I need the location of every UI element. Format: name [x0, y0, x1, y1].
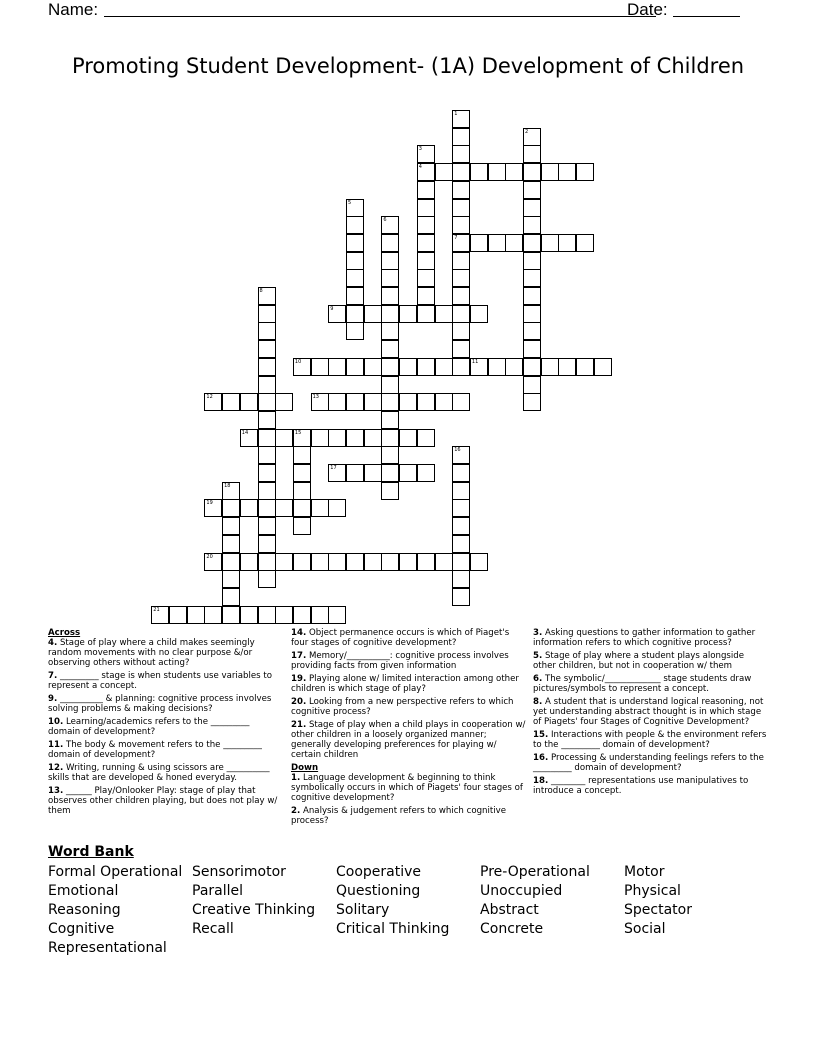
clue-2: [291, 806, 527, 826]
crossword-cell[interactable]: [452, 181, 470, 199]
crossword-cell[interactable]: [417, 199, 435, 217]
clue-number: 17.: [291, 651, 307, 661]
crossword-cell[interactable]: [576, 234, 594, 252]
clue-number: 2.: [291, 806, 301, 816]
crossword-cell[interactable]: [381, 269, 399, 287]
crossword-cell[interactable]: [293, 553, 311, 571]
clue-21: [291, 720, 527, 760]
crossword-cell[interactable]: [435, 305, 453, 323]
clue-number-marker: 20: [206, 553, 213, 560]
word-bank-word: Questioning: [336, 883, 421, 899]
crossword-cell[interactable]: [240, 393, 258, 411]
crossword-cell[interactable]: [399, 393, 417, 411]
word-bank-title: Word Bank: [48, 844, 134, 860]
clue-number: 7.: [48, 671, 58, 681]
crossword-cell[interactable]: [258, 340, 276, 358]
crossword-cell[interactable]: [541, 163, 559, 181]
word-bank-word: Reasoning: [48, 902, 121, 918]
crossword-cell[interactable]: [594, 358, 612, 376]
crossword-cell[interactable]: [346, 234, 364, 252]
crossword-cell[interactable]: [328, 499, 346, 517]
clue-text: Processing & understanding feelings refers to the _________ domain of development?: [533, 753, 764, 773]
crossword-cell[interactable]: [417, 429, 435, 447]
crossword-cell[interactable]: [381, 340, 399, 358]
crossword-cell[interactable]: [523, 181, 541, 199]
crossword-cell[interactable]: [417, 393, 435, 411]
clue-text: The symbolic/_____________ stage students draw pictures/symbols to represent a concept.: [533, 674, 752, 694]
crossword-cell[interactable]: [381, 482, 399, 500]
clue-number: 15.: [533, 730, 549, 740]
crossword-cell[interactable]: [452, 287, 470, 305]
clue-text: Asking questions to gather information to gather information refers to which cognitive process?: [533, 628, 756, 648]
crossword-cell[interactable]: [364, 464, 382, 482]
crossword-cell[interactable]: [505, 234, 523, 252]
crossword-cell[interactable]: [258, 358, 276, 376]
crossword-cell[interactable]: [258, 429, 276, 447]
clue-number-marker: 9: [330, 305, 334, 312]
crossword-cell[interactable]: [417, 252, 435, 270]
word-bank-word: Cooperative: [336, 864, 422, 880]
crossword-cell[interactable]: [364, 358, 382, 376]
clue-5: [533, 651, 769, 671]
crossword-cell[interactable]: [328, 553, 346, 571]
crossword-cell[interactable]: [558, 163, 576, 181]
crossword-cell[interactable]: [293, 499, 311, 517]
crossword-cell[interactable]: [399, 305, 417, 323]
clue-10: [48, 717, 284, 737]
crossword-cell[interactable]: [452, 393, 470, 411]
crossword-cell[interactable]: [452, 128, 470, 146]
across-clues-list: [48, 638, 284, 816]
crossword-cell[interactable]: [258, 446, 276, 464]
clues-column-2: [291, 628, 527, 829]
crossword-cell[interactable]: [381, 393, 399, 411]
crossword-cell[interactable]: [328, 429, 346, 447]
clue-7: [48, 671, 284, 691]
crossword-cell[interactable]: [470, 305, 488, 323]
crossword-cell[interactable]: [275, 499, 293, 517]
crossword-cell[interactable]: [417, 234, 435, 252]
clue-number: 20.: [291, 697, 307, 707]
word-bank-word: Emotional: [48, 883, 119, 899]
clue-text: ________ representations use manipulatives to introduce a concept.: [533, 776, 749, 796]
crossword-cell[interactable]: [258, 570, 276, 588]
crossword-cell[interactable]: [399, 553, 417, 571]
crossword-cell[interactable]: [417, 553, 435, 571]
crossword-cell[interactable]: [381, 305, 399, 323]
clue-text: Writing, running & using scissors are __________ skills that are developed & honed everyday.: [48, 763, 270, 783]
clue-number: 16.: [533, 753, 549, 763]
clue-number-marker: 15: [294, 429, 302, 436]
crossword-cell[interactable]: [258, 464, 276, 482]
crossword-cell[interactable]: [470, 553, 488, 571]
crossword-cell[interactable]: [381, 411, 399, 429]
crossword-cell[interactable]: [523, 216, 541, 234]
crossword-cell[interactable]: [293, 517, 311, 535]
clue-text: Looking from a new perspective refers to which cognitive process?: [291, 697, 514, 717]
clue-number-marker: 1: [454, 111, 458, 117]
clue-number: 1.: [291, 773, 301, 783]
crossword-cell[interactable]: [399, 464, 417, 482]
crossword-cell[interactable]: [240, 499, 258, 517]
crossword-cell[interactable]: [523, 393, 541, 411]
crossword-cell[interactable]: [258, 499, 276, 517]
crossword-cell[interactable]: [381, 446, 399, 464]
crossword-cell[interactable]: [169, 606, 187, 624]
crossword-cell[interactable]: [399, 358, 417, 376]
crossword-cell[interactable]: [346, 287, 364, 305]
clue-text: Learning/academics refers to the _________ domain of development?: [48, 717, 250, 737]
clue-number: 12.: [48, 763, 64, 773]
clue-number: 8.: [533, 697, 543, 707]
crossword-cell[interactable]: [417, 305, 435, 323]
crossword-cell[interactable]: [275, 606, 293, 624]
word-bank-grid: [48, 863, 768, 958]
crossword-cell[interactable]: [381, 553, 399, 571]
crossword-cell[interactable]: [346, 216, 364, 234]
crossword-cell[interactable]: [452, 340, 470, 358]
clue-text: Language development & beginning to think symbolically occurs in which of Piagets' four stages of cognitive development?: [291, 773, 523, 803]
crossword-cell[interactable]: [364, 305, 382, 323]
word-bank-word: Spectator: [624, 902, 692, 918]
crossword-cell[interactable]: [541, 358, 559, 376]
crossword-cell[interactable]: [311, 499, 329, 517]
crossword-cell[interactable]: [204, 606, 222, 624]
crossword-cell[interactable]: [364, 393, 382, 411]
clue-number-marker: 12: [206, 394, 213, 401]
clue-number-marker: 6: [383, 217, 387, 224]
clue-15: [533, 730, 769, 750]
crossword-cell[interactable]: [222, 499, 240, 517]
crossword-cell[interactable]: [381, 287, 399, 305]
crossword-cell[interactable]: [558, 358, 576, 376]
word-bank-word: Concrete: [480, 921, 544, 937]
crossword-cell[interactable]: [293, 606, 311, 624]
crossword-cell[interactable]: [470, 163, 488, 181]
crossword-cell[interactable]: [258, 411, 276, 429]
crossword-cell[interactable]: [417, 287, 435, 305]
crossword-cell[interactable]: [452, 216, 470, 234]
word-bank-word: Creative Thinking: [192, 902, 316, 918]
clue-number-marker: 19: [206, 500, 213, 507]
clue-text: Object permanence occurs is which of Piaget's four stages of cognitive development?: [291, 628, 510, 648]
clue-14: [291, 628, 527, 648]
clue-text: Stage of play when a child plays in cooperation w/ other children in a loosely organized manner; generally developing preferences for playing w/ certain children: [291, 720, 526, 760]
crossword-cell[interactable]: [452, 199, 470, 217]
clue-number-marker: 8: [259, 288, 263, 294]
crossword-cell[interactable]: [222, 535, 240, 553]
crossword-cell[interactable]: [452, 517, 470, 535]
crossword-cell[interactable]: [222, 553, 240, 571]
crossword-cell[interactable]: [258, 606, 276, 624]
clues-column-1: [48, 628, 284, 819]
clue-number: 4.: [48, 638, 58, 648]
clue-number-marker: 18: [224, 482, 231, 489]
crossword-cell[interactable]: [452, 145, 470, 163]
crossword-cell[interactable]: [311, 606, 329, 624]
crossword-cell[interactable]: [293, 464, 311, 482]
down-clues-list-continued: [533, 628, 769, 796]
crossword-cell[interactable]: [470, 234, 488, 252]
crossword-cell[interactable]: [275, 429, 293, 447]
crossword-cell[interactable]: [452, 305, 470, 323]
word-bank-word: Formal Operational: [48, 864, 183, 880]
clue-text: Stage of play where a student plays alongside other children, but not in cooperation w/ them: [533, 651, 745, 671]
crossword-cell[interactable]: [452, 269, 470, 287]
clue-4: [48, 638, 284, 668]
crossword-cell[interactable]: [346, 429, 364, 447]
crossword-cell[interactable]: [275, 553, 293, 571]
crossword-cell[interactable]: [505, 358, 523, 376]
crossword-cell[interactable]: [417, 464, 435, 482]
crossword-cell[interactable]: [328, 393, 346, 411]
clue-number: 11.: [48, 740, 64, 750]
clue-17: [291, 651, 527, 671]
clue-number-marker: 17: [330, 465, 337, 471]
crossword-cell[interactable]: [488, 163, 506, 181]
crossword-cell[interactable]: [417, 358, 435, 376]
crossword-cell[interactable]: [541, 234, 559, 252]
clue-number-marker: 3: [418, 146, 422, 153]
crossword-cell[interactable]: [558, 234, 576, 252]
crossword-cell[interactable]: [523, 145, 541, 163]
crossword-cell[interactable]: [381, 464, 399, 482]
crossword-cell[interactable]: [328, 358, 346, 376]
crossword-cell[interactable]: [452, 535, 470, 553]
clue-number-marker: 14: [241, 429, 249, 436]
clue-6: [533, 674, 769, 694]
crossword-cell[interactable]: [293, 482, 311, 500]
crossword-cell[interactable]: [222, 606, 240, 624]
clue-number-marker: 4: [418, 164, 422, 171]
clue-number: 13.: [48, 786, 64, 796]
clue-text: Interactions with people & the environment refers to the _________ domain of development?: [533, 730, 767, 750]
word-bank: [48, 844, 768, 958]
clue-number: 5.: [533, 651, 543, 661]
crossword-cell[interactable]: [576, 163, 594, 181]
crossword-cell[interactable]: [523, 358, 541, 376]
crossword-cell[interactable]: [258, 517, 276, 535]
crossword-cell[interactable]: [222, 570, 240, 588]
word-bank-word: Motor: [624, 864, 665, 880]
word-bank-word: Pre-Operational: [480, 864, 590, 880]
clue-text: Analysis & judgement refers to which cognitive process?: [291, 806, 507, 826]
word-bank-word: Recall: [192, 921, 234, 937]
clue-number-marker: 13: [312, 394, 319, 401]
crossword-cell[interactable]: [381, 376, 399, 394]
clue-number: 19.: [291, 674, 307, 684]
crossword-cell[interactable]: [275, 393, 293, 411]
crossword-cell[interactable]: [523, 287, 541, 305]
word-bank-word: Sensorimotor: [192, 864, 286, 880]
crossword-cell[interactable]: [452, 163, 470, 181]
crossword-cell[interactable]: [258, 553, 276, 571]
clue-number-marker: 7: [454, 234, 458, 241]
clues-column-3: [533, 628, 769, 799]
clue-12: [48, 763, 284, 783]
crossword-cell[interactable]: [258, 393, 276, 411]
clue-number-marker: 21: [153, 606, 160, 613]
down-clues-list: [291, 773, 527, 826]
down-heading: Down: [291, 763, 319, 773]
crossword-cell[interactable]: [222, 393, 240, 411]
crossword-cell[interactable]: [258, 376, 276, 394]
crossword-cell[interactable]: [311, 429, 329, 447]
clue-number: 9.: [48, 694, 58, 704]
clue-text: The body & movement refers to the _________ domain of development?: [48, 740, 262, 760]
word-bank-word: Physical: [624, 883, 681, 899]
crossword-cell[interactable]: [293, 446, 311, 464]
word-bank-word: Parallel: [192, 883, 244, 899]
crossword-cell[interactable]: [452, 553, 470, 571]
clue-text: __________ & planning: cognitive process involves solving problems & making decisions?: [48, 694, 272, 714]
crossword-cell[interactable]: [488, 358, 506, 376]
clue-number: 21.: [291, 720, 307, 730]
crossword-cell[interactable]: [523, 376, 541, 394]
crossword-cell[interactable]: [364, 429, 382, 447]
crossword-cell[interactable]: [452, 252, 470, 270]
crossword-cell[interactable]: [523, 269, 541, 287]
crossword-cell[interactable]: [381, 429, 399, 447]
crossword-cell[interactable]: [364, 553, 382, 571]
clue-11: [48, 740, 284, 760]
clue-number-marker: 2: [525, 128, 529, 135]
crossword-cell[interactable]: [346, 464, 364, 482]
crossword-cell[interactable]: [346, 358, 364, 376]
crossword-cell[interactable]: [346, 553, 364, 571]
crossword-cell[interactable]: [311, 358, 329, 376]
word-bank-word: Social: [624, 921, 666, 937]
crossword-cell[interactable]: [311, 553, 329, 571]
crossword-cell[interactable]: [523, 322, 541, 340]
crossword-cell[interactable]: [488, 234, 506, 252]
clue-text: ______ Play/Onlooker Play: stage of play that observes other children playing, but does not play w/ them: [48, 786, 278, 816]
crossword-cell[interactable]: [417, 181, 435, 199]
word-bank-word: Solitary: [336, 902, 390, 918]
crossword-cell[interactable]: [452, 464, 470, 482]
clue-text: Memory/__________: cognitive process involves providing facts from given information: [291, 651, 509, 671]
clue-20: [291, 697, 527, 717]
clue-number-marker: 10: [294, 358, 302, 365]
clue-text: _________ stage is when students use variables to represent a concept.: [48, 671, 273, 691]
crossword-cell[interactable]: [328, 606, 346, 624]
crossword-cell[interactable]: [258, 322, 276, 340]
crossword-cell[interactable]: [399, 429, 417, 447]
crossword-cell[interactable]: [523, 163, 541, 181]
clue-text: Playing alone w/ limited interaction among other children is which stage of play?: [291, 674, 519, 694]
clue-18: [533, 776, 769, 796]
clue-number: 18.: [533, 776, 549, 786]
crossword-cell[interactable]: [523, 305, 541, 323]
crossword-cell[interactable]: [187, 606, 205, 624]
crossword-cell[interactable]: [523, 199, 541, 217]
crossword-cell[interactable]: [240, 606, 258, 624]
crossword-cell[interactable]: [346, 305, 364, 323]
clue-number-marker: 11: [471, 358, 479, 365]
date-label: Date:: [627, 0, 668, 19]
page-title: Promoting Student Development- (1A) Development of Children: [71, 54, 745, 78]
clue-text: Stage of play where a child makes seemingly random movements with no clear purpose &/or observing others without acting?: [48, 638, 255, 668]
crossword-cell[interactable]: [435, 358, 453, 376]
crossword-cell[interactable]: [381, 252, 399, 270]
crossword-cell[interactable]: [346, 269, 364, 287]
clue-number: 10.: [48, 717, 64, 727]
clue-number-marker: 5: [348, 199, 352, 206]
crossword-cell[interactable]: [435, 163, 453, 181]
crossword-cell[interactable]: [452, 322, 470, 340]
clue-number: 14.: [291, 628, 307, 638]
crossword-cell[interactable]: [381, 358, 399, 376]
crossword-cell[interactable]: [576, 358, 594, 376]
crossword-cell[interactable]: [452, 482, 470, 500]
clue-number-marker: 16: [454, 447, 461, 454]
crossword-cell[interactable]: [346, 252, 364, 270]
clue-1: [291, 773, 527, 803]
crossword-cell[interactable]: [222, 588, 240, 606]
across-heading: Across: [48, 628, 81, 638]
crossword-cell[interactable]: [346, 393, 364, 411]
clue-9: [48, 694, 284, 714]
clue-16: [533, 753, 769, 773]
crossword-cell[interactable]: [452, 358, 470, 376]
word-bank-word: Unoccupied: [480, 883, 563, 899]
clue-number: 6.: [533, 674, 543, 684]
word-bank-word: Critical Thinking: [336, 921, 450, 937]
clue-3: [533, 628, 769, 648]
crossword-cell[interactable]: [417, 269, 435, 287]
crossword-cell[interactable]: [523, 340, 541, 358]
clue-text: A student that is understand logical reasoning, not yet understanding abstract thought is in which stage of Piagets' four Stages of Cognitive Development?: [533, 697, 764, 727]
crossword-cell[interactable]: [417, 216, 435, 234]
crossword-cell[interactable]: [523, 234, 541, 252]
crossword-cell[interactable]: [523, 252, 541, 270]
crossword-cell[interactable]: [258, 482, 276, 500]
crossword-cell[interactable]: [435, 393, 453, 411]
across-clues-list-continued: [291, 628, 527, 760]
word-bank-word: Abstract: [480, 902, 539, 918]
crossword-cell[interactable]: [505, 163, 523, 181]
crossword-cell[interactable]: [346, 322, 364, 340]
clue-8: [533, 697, 769, 727]
clue-number: 3.: [533, 628, 543, 638]
crossword-cell[interactable]: [258, 305, 276, 323]
crossword-cell[interactable]: [435, 553, 453, 571]
crossword-cell[interactable]: [381, 322, 399, 340]
crossword-cell[interactable]: [452, 588, 470, 606]
crossword-cell[interactable]: [452, 499, 470, 517]
crossword-cell[interactable]: [258, 535, 276, 553]
name-label: Name:: [48, 0, 99, 19]
crossword-cell[interactable]: [240, 553, 258, 571]
crossword-cell[interactable]: [222, 517, 240, 535]
word-bank-word: Representational: [48, 940, 167, 956]
clue-13: [48, 786, 284, 816]
word-bank-word: Cognitive: [48, 921, 115, 937]
clue-19: [291, 674, 527, 694]
crossword-cell[interactable]: [452, 570, 470, 588]
crossword-cell[interactable]: [381, 234, 399, 252]
